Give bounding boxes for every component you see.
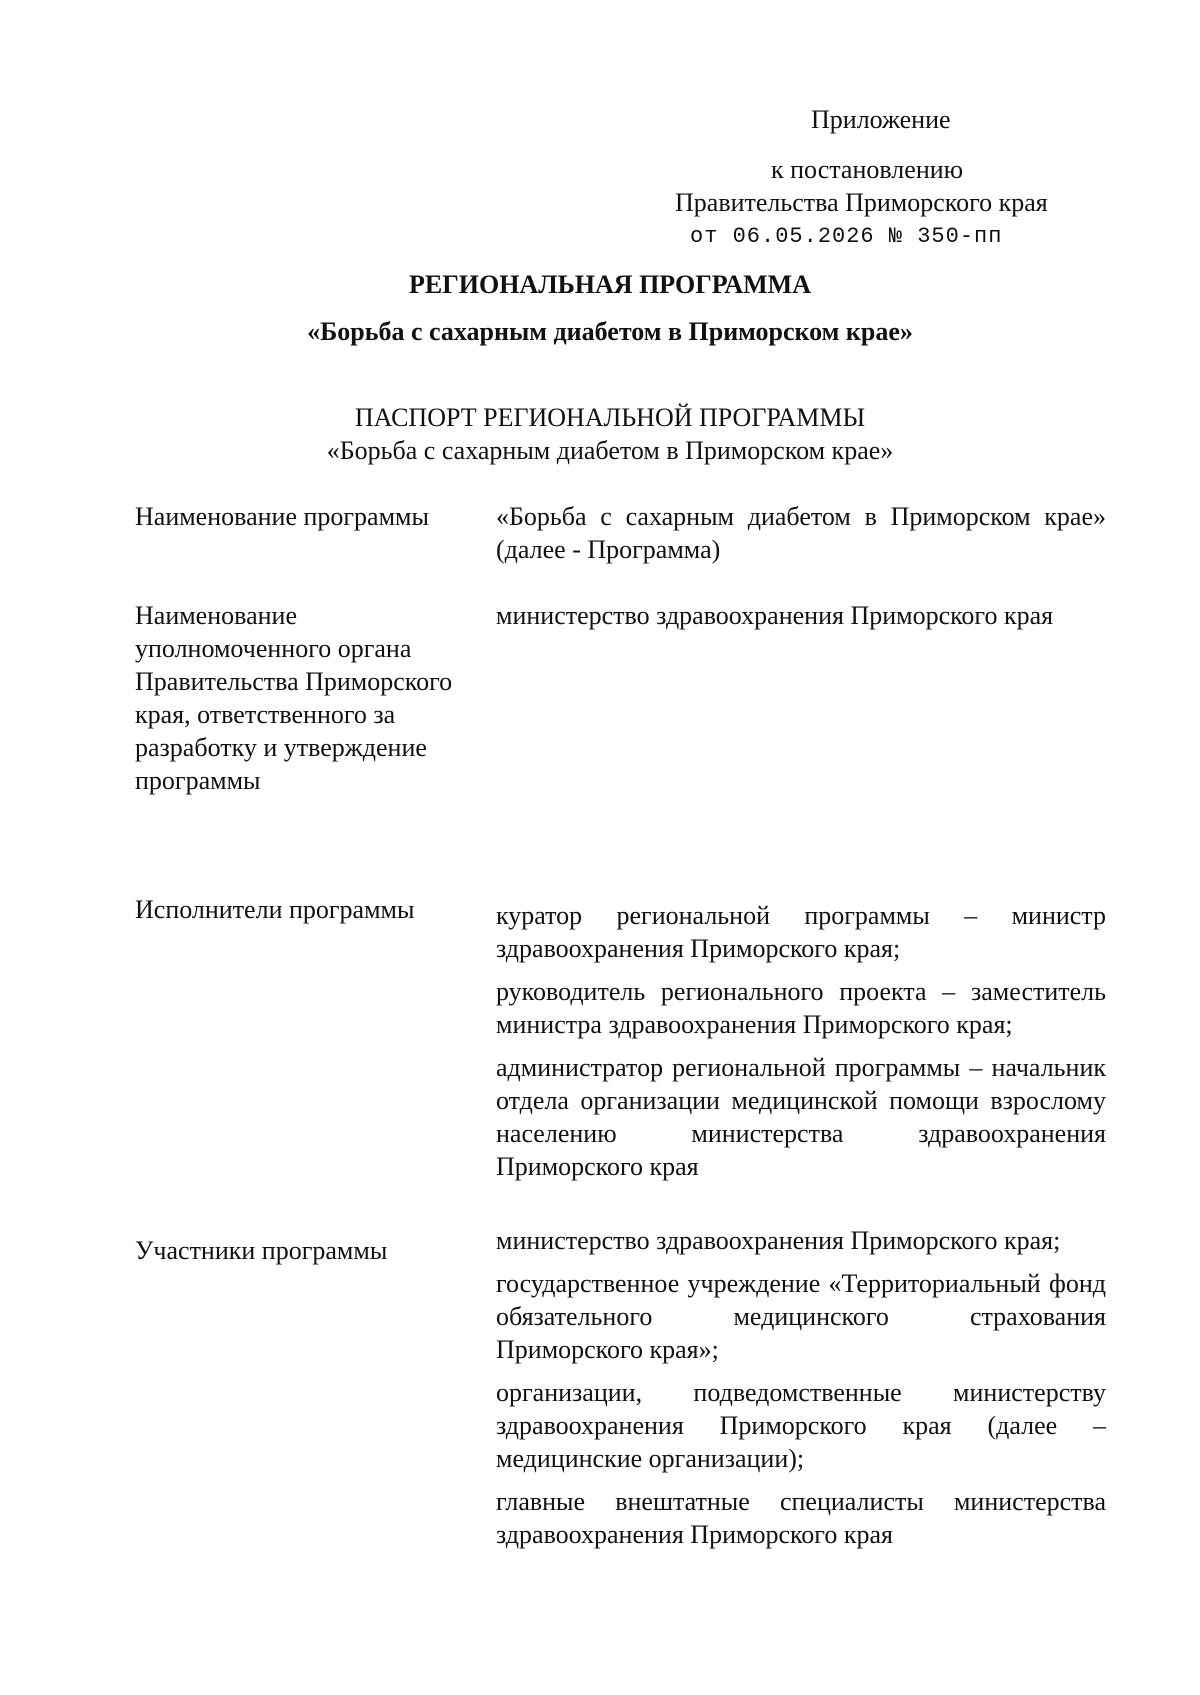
passport-title: ПАСПОРТ РЕГИОНАЛЬНОЙ ПРОГРАММЫ [354, 403, 866, 432]
row-label-participants: Участники программы [135, 1236, 388, 1265]
row-label-program-name: Наименование программы [135, 502, 429, 531]
row-value-paragraph: организации, подведомственные министерству здравоохранения Приморского края (далее – медицинские организации); [496, 1378, 1106, 1473]
row-value-paragraph: главные внештатные специалисты министерства здравоохранения Приморского края [496, 1487, 1106, 1549]
row-value-executors [496, 899, 1106, 1183]
resolution-number-stamp: от 06.05.2026 № 350-пп [690, 224, 1003, 249]
government-reference: Правительства Приморского края [675, 188, 1048, 217]
row-value-paragraph: государственное учреждение «Территориальный фонд обязательного медицинского страхования Приморского края»; [496, 1269, 1106, 1364]
row-value-paragraph: администратор региональной программы – начальник отдела организации медицинской помощи взрослому населению министерства здравоохранения Приморского края [496, 1053, 1106, 1181]
row-label-authorized-body: Наименование уполномоченного органа Правительства Приморского края, ответственного за разработку и утверждение программы [135, 601, 453, 795]
program-title: РЕГИОНАЛЬНАЯ ПРОГРАММА [409, 270, 811, 299]
row-value-participants [496, 1224, 1106, 1551]
program-subtitle: «Борьба с сахарным диабетом в Приморском крае» [307, 317, 913, 346]
row-value-paragraph: куратор региональной программы – министр здравоохранения Приморского края; [496, 901, 1106, 963]
appendix-label: Приложение [811, 105, 951, 134]
row-value-paragraph: министерство здравоохранения Приморского края; [496, 1226, 1061, 1255]
row-value-paragraph: «Борьба с сахарным диабетом в Приморском крае» (далее - Программа) [496, 502, 1106, 564]
row-value-paragraph: министерство здравоохранения Приморского края [496, 601, 1054, 630]
row-label-executors: Исполнители программы [135, 895, 415, 924]
row-value-paragraph: руководитель регионального проекта – заместитель министра здравоохранения Приморского края; [496, 977, 1106, 1039]
row-value-authorized-body [496, 599, 1106, 632]
passport-subtitle: «Борьба с сахарным диабетом в Приморском крае» [326, 436, 894, 465]
row-value-program-name [496, 500, 1106, 566]
resolution-reference: к постановлению [771, 155, 964, 184]
